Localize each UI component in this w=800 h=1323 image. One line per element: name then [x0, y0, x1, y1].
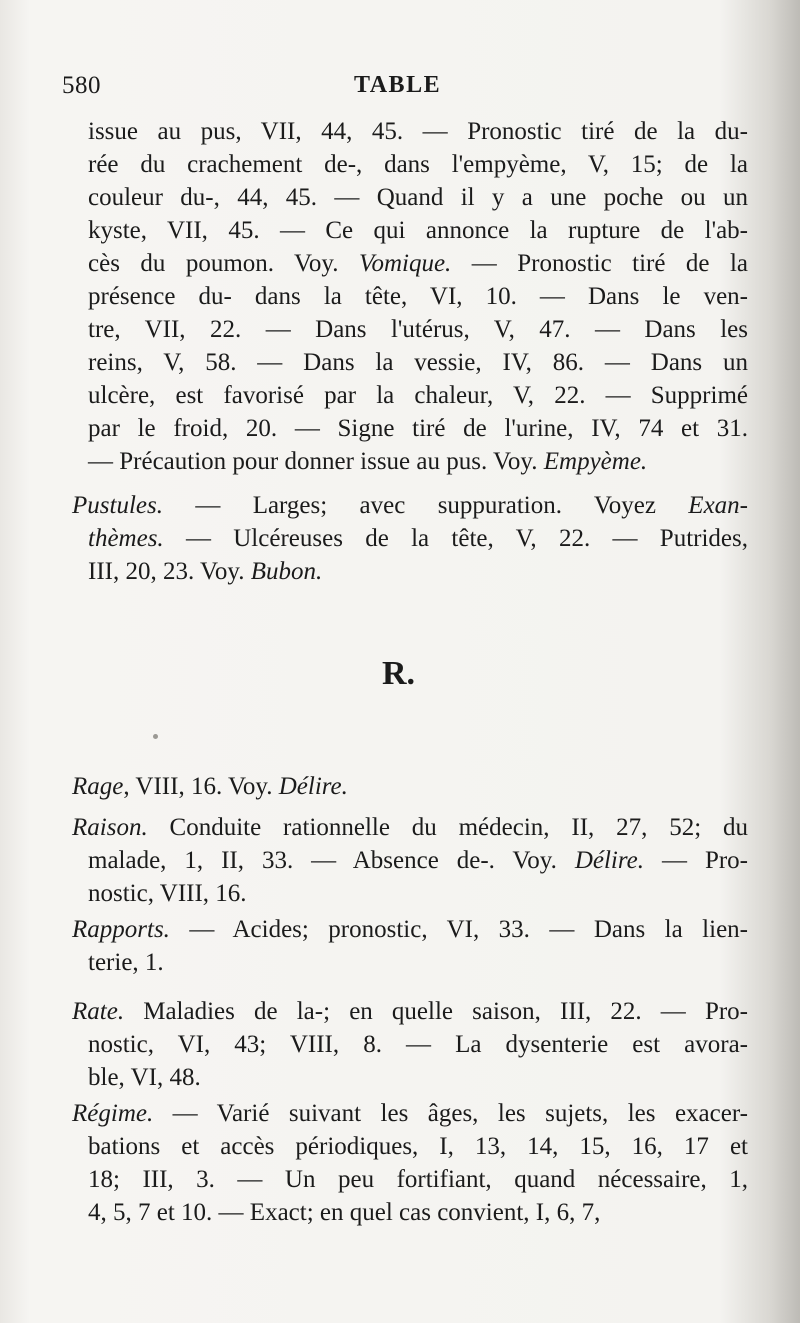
index-line — [72, 490, 748, 522]
index-line — [88, 380, 748, 412]
text-run: nostic, VI, 43; VIII, 8. — La dysenterie est avora- — [88, 1031, 748, 1058]
text-run: tre, VII, 22. — Dans l'utérus, V, 47. — Dans les — [88, 316, 748, 343]
index-line — [72, 1098, 748, 1130]
text-run: issue au pus, VII, 44, 45. — Pronostic tiré de la du- — [88, 118, 748, 145]
text-run: nostic, VIII, 16. — [88, 880, 247, 907]
index-line — [88, 1029, 748, 1061]
text-run: bations et accès périodiques, I, 13, 14, 15, 16, 17 et — [88, 1133, 748, 1160]
index-line — [88, 1062, 748, 1094]
italic-term: Empyème. — [543, 448, 648, 475]
page-header — [62, 72, 730, 104]
text-run: ble, VI, 48. — [88, 1064, 201, 1091]
italic-term: Pustules. — [72, 492, 163, 519]
text-run: — Précaution pour donner issue au pus. Voy. — [88, 448, 544, 475]
index-line — [72, 996, 748, 1028]
index-line — [72, 812, 748, 844]
text-run: ulcère, est favorisé par la chaleur, V, 22. — Supprimé — [88, 382, 748, 409]
text-run: — Pro- — [644, 847, 748, 874]
text-run: Maladies de la-; en quelle saison, III, 22. — Pro- — [124, 998, 748, 1025]
index-line — [88, 845, 748, 877]
text-run: reins, V, 58. — Dans la vessie, IV, 86. — Dans un — [88, 349, 748, 376]
italic-term: Exan- — [688, 492, 748, 519]
index-line — [88, 446, 748, 478]
italic-term: Rage — [72, 773, 124, 800]
index-line — [88, 314, 748, 346]
italic-term: Régime. — [72, 1100, 154, 1127]
index-line — [72, 914, 748, 946]
running-title: TABLE — [354, 72, 442, 98]
index-line — [88, 215, 748, 247]
index-line — [88, 523, 748, 555]
text-run: 4, 5, 7 et 10. — Exact; en quel cas convient, I, 6, 7, — [88, 1199, 601, 1226]
text-run: — Acides; pronostic, VI, 33. — Dans la lien- — [169, 916, 748, 943]
index-line — [72, 771, 748, 803]
index-line — [88, 281, 748, 313]
index-line — [88, 248, 748, 280]
text-run: rée du crachement de-, dans l'empyème, V, 15; de la — [88, 151, 748, 178]
text-run: — Varié suivant les âges, les sujets, les exacer- — [153, 1100, 748, 1127]
text-run: 18; III, 3. — Un peu fortifiant, quand nécessaire, 1, — [88, 1166, 748, 1193]
text-run: , VIII, 16. Voy. — [123, 773, 279, 800]
paper-speck — [153, 734, 158, 739]
italic-term: Raison. — [72, 814, 148, 841]
index-line — [88, 347, 748, 379]
text-run: III, 20, 23. Voy. — [88, 558, 251, 585]
text-run: cès du poumon. Voy. — [88, 250, 359, 277]
italic-term: Rate. — [72, 998, 125, 1025]
index-line — [88, 556, 748, 588]
italic-term: Rapports. — [72, 916, 170, 943]
text-run: terie, 1. — [88, 949, 164, 976]
text-run: malade, 1, II, 33. — Absence de-. Voy. — [88, 847, 575, 874]
index-line — [88, 878, 748, 910]
text-run: couleur du-, 44, 45. — Quand il y a une poche ou un — [88, 184, 748, 211]
index-line — [88, 116, 748, 148]
section-letter: R. — [382, 655, 416, 692]
italic-term: Vomique. — [358, 250, 452, 277]
index-line — [88, 947, 748, 979]
index-line — [88, 1131, 748, 1163]
text-run: — Ulcéreuses de la tête, V, 22. — Putrides, — [163, 525, 748, 552]
text-run: — Larges; avec suppuration. Voyez — [162, 492, 689, 519]
text-run: Conduite rationnelle du médecin, II, 27, 52; du — [147, 814, 748, 841]
index-line — [88, 1164, 748, 1196]
index-line — [88, 413, 748, 445]
italic-term: thèmes. — [88, 525, 164, 552]
italic-term: Délire. — [278, 773, 348, 800]
index-line — [88, 1197, 748, 1229]
italic-term: Délire. — [574, 847, 645, 874]
text-run: kyste, VII, 45. — Ce qui annonce la rupture de l'ab- — [88, 217, 748, 244]
italic-term: Bubon. — [250, 558, 323, 585]
index-line — [88, 149, 748, 181]
page-number: 580 — [62, 72, 101, 99]
text-run: par le froid, 20. — Signe tiré de l'urine, IV, 74 et 31. — [88, 415, 748, 442]
index-line — [88, 182, 748, 214]
text-run: — Pronostic tiré de la — [451, 250, 748, 277]
text-run: présence du- dans la tête, VI, 10. — Dans le ven- — [88, 283, 748, 310]
